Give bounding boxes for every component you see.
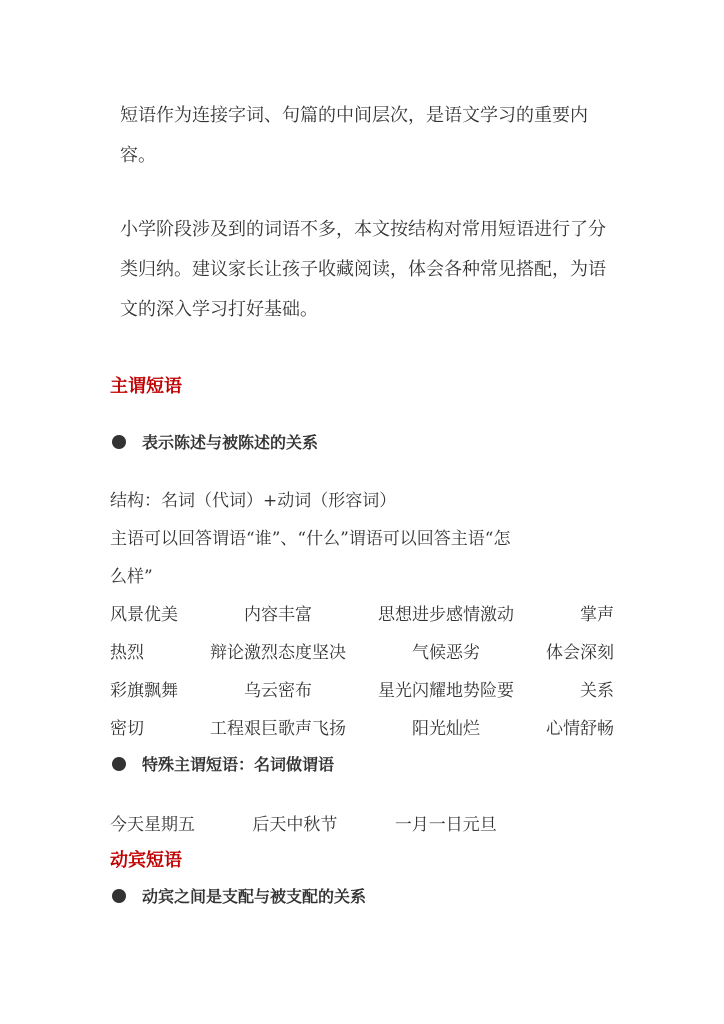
phrase: 关系	[580, 681, 614, 701]
phrase: 星光闪耀地势险要	[378, 681, 514, 701]
section-heading-subject-predicate: 主谓短语	[110, 376, 182, 397]
phrase: 思想进步感情激动	[378, 605, 514, 625]
phrase: 内容丰富	[244, 605, 312, 625]
intro-paragraph-1: 短语作为连接字词、句篇的中间层次，是语文学习的重要内容。	[120, 105, 588, 166]
bullet-item	[112, 430, 318, 453]
explain-line-2: 么样”	[110, 567, 153, 587]
explain-line-1: 主语可以回答谓语“谁”、“什么”谓语可以回答主语“怎	[110, 529, 511, 549]
phrase: 辩论激烈态度坚决	[210, 643, 346, 663]
special-phrase-row	[110, 810, 549, 835]
phrase-row	[110, 676, 614, 701]
section-heading-verb-object: 动宾短语	[110, 850, 182, 871]
phrase-row	[110, 714, 614, 739]
bullet-text: 特殊主谓短语：名词做谓语	[142, 755, 335, 774]
phrase: 风景优美	[110, 605, 178, 625]
phrase: 阳光灿烂	[412, 719, 480, 739]
bullet-item	[112, 884, 366, 907]
phrase: 密切	[110, 719, 144, 739]
phrase: 后天中秋节	[252, 815, 338, 835]
phrase: 气候恶劣	[412, 643, 480, 663]
phrase: 心情舒畅	[546, 719, 614, 739]
bullet-dot-icon	[112, 435, 126, 449]
phrase: 今天星期五	[110, 815, 195, 835]
phrase: 体会深刻	[546, 643, 614, 663]
phrase: 掌声	[580, 605, 614, 625]
structure-line: 结构：名词（代词）+动词（形容词）	[110, 491, 397, 511]
bullet-item	[112, 752, 334, 775]
phrase-row	[110, 638, 614, 663]
phrase: 乌云密布	[244, 681, 312, 701]
intro-paragraph-2: 小学阶段涉及到的词语不多，本文按结构对常用短语进行了分类归纳。建议家长让孩子收藏阅读，体会各种常见搭配，为语文的深入学习打好基础。	[120, 219, 606, 320]
phrase: 热烈	[110, 643, 144, 663]
phrase-row	[110, 600, 614, 625]
bullet-text: 动宾之间是支配与被支配的关系	[142, 887, 367, 906]
bullet-dot-icon	[112, 757, 126, 771]
bullet-text: 表示陈述与被陈述的关系	[142, 433, 319, 452]
phrase: 一月一日元旦	[394, 815, 497, 835]
phrase: 彩旗飘舞	[110, 681, 178, 701]
bullet-dot-icon	[112, 889, 126, 903]
phrase: 工程艰巨歌声飞扬	[210, 719, 346, 739]
